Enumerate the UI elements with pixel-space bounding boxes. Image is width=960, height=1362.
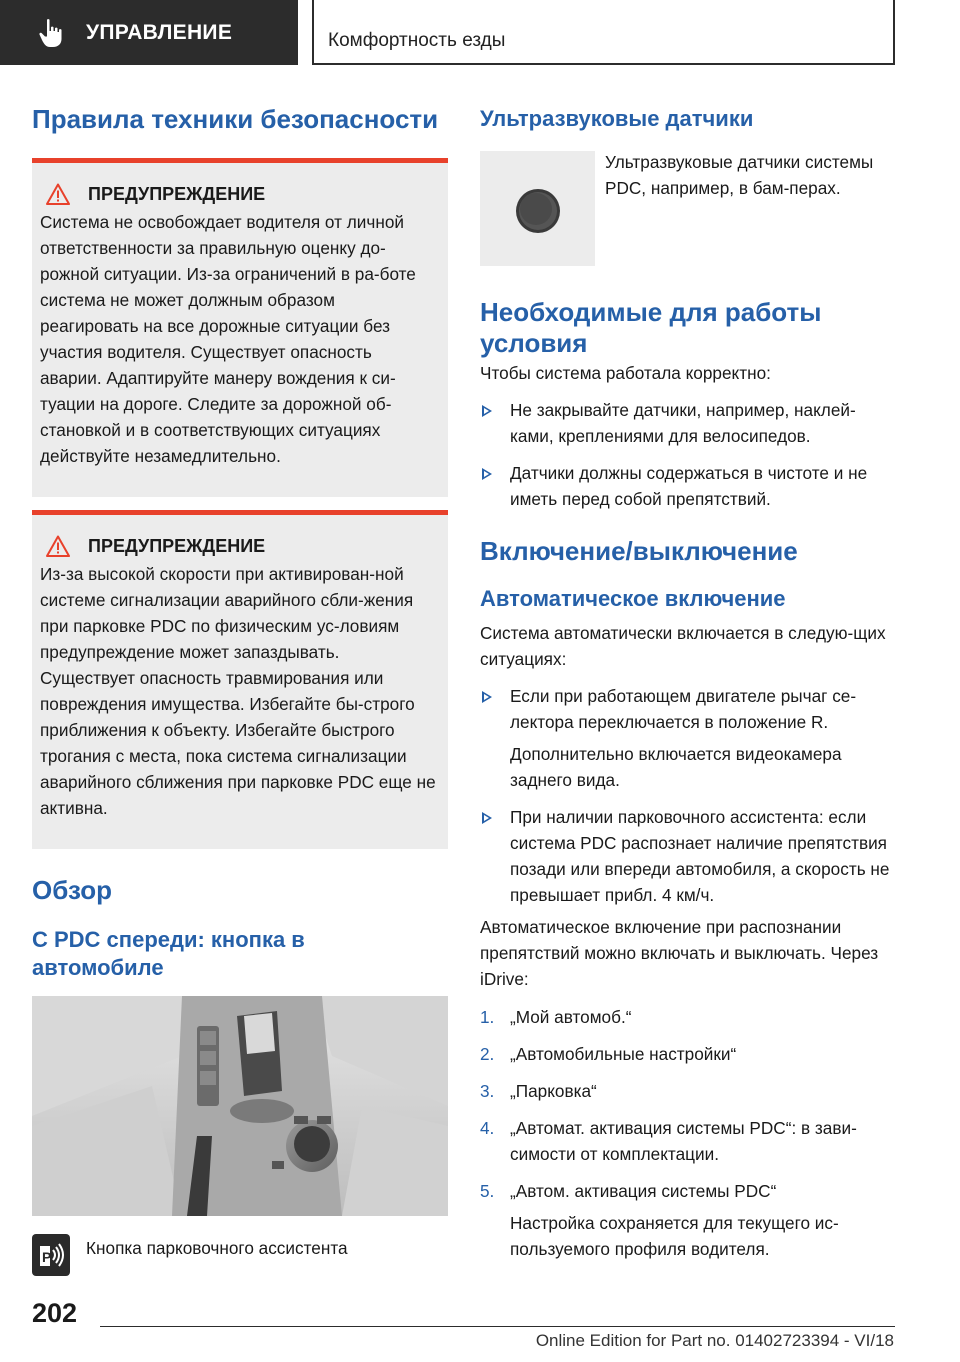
- bullet-triangle-icon: [482, 405, 492, 417]
- edition-footer: Online Edition for Part no. 01402723394 - VI/18: [535, 1331, 894, 1350]
- footer-divider: [100, 1326, 895, 1327]
- warning-label: ПРЕДУПРЕЖДЕНИЕ: [88, 183, 266, 204]
- list-item: 5. „Автом. активация системы PDC“ Настройка сохраняется для текущего ис-пользуемого профиля водителя.: [480, 1178, 896, 1262]
- parking-assistant-button-icon: [32, 1234, 70, 1276]
- conditions-intro: Чтобы система работала корректно:: [480, 363, 771, 383]
- auto-intro: Система автоматически включается в следую-щих ситуациях:: [480, 623, 886, 669]
- overview-title: Обзор: [32, 875, 112, 905]
- ultrasonic-sensor-image: [480, 151, 595, 266]
- page-number: 202: [32, 1298, 78, 1328]
- auto-idrive-text: Автоматическое включение при распознании препятствий можно включать и выключать. Через iDrive:: [480, 917, 879, 989]
- left-column: [32, 100, 448, 1276]
- bullet-triangle-icon: [482, 691, 492, 703]
- button-legend: [32, 1234, 448, 1276]
- center-console-illustration: [32, 996, 448, 1216]
- sensors-block: [480, 151, 896, 266]
- warning-triangle-icon: [46, 183, 70, 205]
- list-item: При наличии парковочного ассистента: если система PDC распознает наличие препятствия позади или впереди автомобиля, а скорость не превышает прибл. 4 км/ч.: [480, 804, 896, 908]
- warning-text: Система не освобождает водителя от личной ответственности за правильную оценку до-рожной ситуации. Из-за ограничений в ра-боте система не может должным образом реагировать на все дорожные ситуации без участия водителя. Существует опасность аварии. Адаптируйте манеру вождения к си-туации на дороге. Следите за дорожной об-становкой и в соответствующих ситуациях действуйте незамедлительно.: [40, 212, 416, 466]
- conditions-title: Необходимые для работы условия: [480, 297, 822, 358]
- pdc-front-subtitle: С PDC спереди: кнопка в автомобиле: [32, 927, 305, 980]
- list-item-note: Дополнительно включается видеокамера заднего вида.: [510, 744, 842, 790]
- list-item: 1. „Мой автомоб.“: [480, 1007, 632, 1027]
- list-item: 3. „Парковка“: [480, 1081, 597, 1101]
- bullet-triangle-icon: [482, 468, 492, 480]
- section-tab: [0, 0, 298, 65]
- hand-pointer-icon: [38, 18, 64, 48]
- svg-text:P: P: [42, 1249, 52, 1265]
- list-item: Датчики должны содержаться в чистоте и не иметь перед собой препятствий.: [480, 460, 896, 512]
- sensor-icon: [480, 151, 595, 266]
- chapter-tab: [312, 0, 895, 65]
- onoff-title: Включение/выключение: [480, 536, 798, 566]
- list-item: 2. „Автомобильные настройки“: [480, 1044, 737, 1064]
- warning-triangle-icon: [46, 535, 70, 557]
- warning-box-1: [32, 158, 448, 497]
- right-column: [480, 100, 896, 1262]
- list-item-note: Настройка сохраняется для текущего ис-пользуемого профиля водителя.: [510, 1213, 839, 1259]
- sensors-title: Ультразвуковые датчики: [480, 106, 754, 131]
- section-title: УПРАВЛЕНИЕ: [86, 20, 233, 44]
- list-item: Если при работающем двигателе рычаг се-лектора переключается в положение R. Дополнительно включается видеокамера заднего вида.: [480, 683, 896, 793]
- warning-text: Из-за высокой скорости при активирован-ной системе сигнализации аварийного сбли-жения при парковке PDC по физическим ус-ловиям предупреждение может запаздывать. Существует опасность травмирования или повреждения имущества. Избегайте бы-строго приближения к объекту. Избегайте быстрого трогания с места, пока система сигнализации аварийного сближения при парковке PDC еще не активна.: [40, 564, 436, 818]
- sensors-text: Ультразвуковые датчики системы PDC, например, в бам-перах.: [605, 152, 874, 198]
- list-item: Не закрывайте датчики, например, наклей-ками, креплениями для велосипедов.: [480, 397, 896, 449]
- chapter-title: Комфортность езды: [328, 30, 506, 51]
- warning-label: ПРЕДУПРЕЖДЕНИЕ: [88, 535, 266, 556]
- button-caption: Кнопка парковочного ассистента: [86, 1238, 348, 1258]
- list-item: 4. „Автомат. активация системы PDC“: в зави-симости от комплектации.: [480, 1118, 857, 1164]
- warning-box-2: [32, 510, 448, 849]
- center-console-photo: [32, 996, 448, 1216]
- bullet-triangle-icon: [482, 812, 492, 824]
- safety-title: Правила техники безопасности: [32, 104, 439, 134]
- auto-title: Автоматическое включение: [480, 586, 786, 611]
